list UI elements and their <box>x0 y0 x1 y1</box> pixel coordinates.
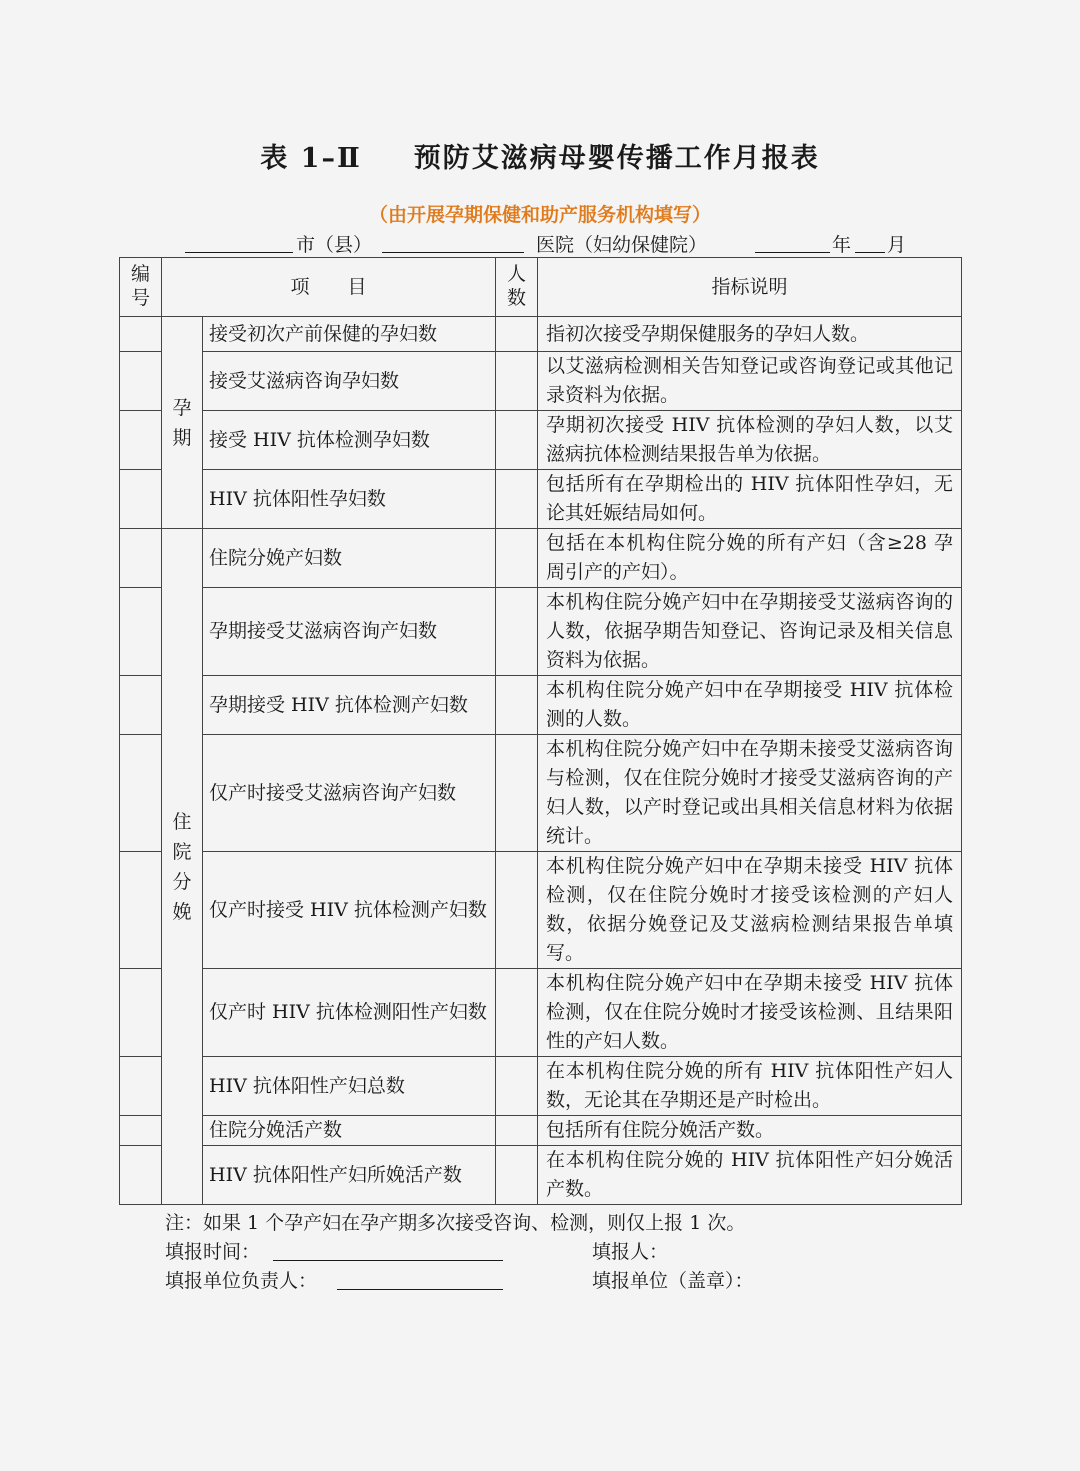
count-cell[interactable] <box>496 529 538 588</box>
header-item: 项 目 <box>162 258 496 317</box>
item-cell: HIV 抗体阳性产妇所娩活产数 <box>203 1146 496 1205</box>
count-cell[interactable] <box>496 1116 538 1146</box>
count-cell[interactable] <box>496 588 538 676</box>
fill-time-blank[interactable] <box>273 1238 503 1261</box>
item-cell: 住院分娩活产数 <box>203 1116 496 1146</box>
desc-cell: 本机构住院分娩产妇中在孕期未接受 HIV 抗体检测，仅在住院分娩时才接受该检测、且结果阳性的产妇人数。 <box>538 969 962 1057</box>
footnote: 注：如果 1 个孕产妇在孕产期多次接受咨询、检测，则仅上报 1 次。 <box>165 1212 746 1234</box>
unit-head-blank[interactable] <box>337 1267 503 1290</box>
desc-cell: 包括所有在孕期检出的 HIV 抗体阳性孕妇，无论其妊娠结局如何。 <box>538 470 962 529</box>
count-cell[interactable] <box>496 676 538 735</box>
title-text: 预防艾滋病母婴传播工作月报表 <box>413 143 820 174</box>
desc-cell: 包括在本机构住院分娩的所有产妇（含≥28 孕周引产的产妇）。 <box>538 529 962 588</box>
table-row <box>120 735 962 852</box>
desc-cell: 本机构住院分娩产妇中在孕期未接受 HIV 抗体检测，仅在住院分娩时才接受该检测的产妇人数，依据分娩登记及艾滋病检测结果报告单填写。 <box>538 852 962 969</box>
hospital-blank[interactable] <box>382 230 524 253</box>
item-cell: HIV 抗体阳性孕妇数 <box>203 470 496 529</box>
table-row <box>120 529 962 588</box>
desc-cell: 在本机构住院分娩的所有 HIV 抗体阳性产妇人数，无论其在孕期还是产时检出。 <box>538 1057 962 1116</box>
desc-cell: 指初次接受孕期保健服务的孕妇人数。 <box>538 317 962 352</box>
subtitle: （由开展孕期保健和助产服务机构填写） <box>368 204 711 226</box>
month-blank[interactable] <box>855 230 885 253</box>
page-title <box>0 136 1080 175</box>
unit-seal-label: 填报单位（盖章）： <box>592 1270 754 1292</box>
item-cell: 接受艾滋病咨询孕妇数 <box>203 352 496 411</box>
item-cell: 接受 HIV 抗体检测孕妇数 <box>203 411 496 470</box>
header-desc: 指标说明 <box>538 258 962 317</box>
hospital-label: 医院（妇幼保健院） <box>536 234 708 256</box>
table-row <box>120 588 962 676</box>
count-cell[interactable] <box>496 852 538 969</box>
item-cell: 孕期接受艾滋病咨询产妇数 <box>203 588 496 676</box>
desc-cell: 包括所有住院分娩活产数。 <box>538 1116 962 1146</box>
index-cell[interactable] <box>120 411 162 470</box>
item-cell: 孕期接受 HIV 抗体检测产妇数 <box>203 676 496 735</box>
index-cell[interactable] <box>120 676 162 735</box>
desc-cell: 孕期初次接受 HIV 抗体检测的孕妇人数，以艾滋病抗体检测结果报告单为依据。 <box>538 411 962 470</box>
table-row <box>120 470 962 529</box>
index-cell[interactable] <box>120 1116 162 1146</box>
index-cell[interactable] <box>120 852 162 969</box>
table-row <box>120 411 962 470</box>
item-cell: 仅产时 HIV 抗体检测阳性产妇数 <box>203 969 496 1057</box>
count-cell[interactable] <box>496 1057 538 1116</box>
desc-cell: 在本机构住院分娩的 HIV 抗体阳性产妇分娩活产数。 <box>538 1146 962 1205</box>
table-row <box>120 1146 962 1205</box>
item-cell: 仅产时接受 HIV 抗体检测产妇数 <box>203 852 496 969</box>
table-row <box>120 1116 962 1146</box>
count-cell[interactable] <box>496 470 538 529</box>
table-header-row <box>120 258 962 317</box>
fill-time-label: 填报时间： <box>165 1241 261 1263</box>
item-cell: HIV 抗体阳性产妇总数 <box>203 1057 496 1116</box>
item-cell: 接受初次产前保健的孕妇数 <box>203 317 496 352</box>
year-label: 年 <box>832 234 852 256</box>
count-cell[interactable] <box>496 969 538 1057</box>
header-index: 编号 <box>120 258 162 317</box>
index-cell[interactable] <box>120 735 162 852</box>
year-blank[interactable] <box>755 230 830 253</box>
table-row <box>120 852 962 969</box>
item-cell: 仅产时接受艾滋病咨询产妇数 <box>203 735 496 852</box>
month-label: 月 <box>887 234 907 256</box>
table-row <box>120 969 962 1057</box>
category-delivery: 住院分娩 <box>162 529 203 1205</box>
desc-cell: 本机构住院分娩产妇中在孕期未接受艾滋病咨询与检测，仅在住院分娩时才接受艾滋病咨询的产妇人数，以产时登记或出具相关信息材料为依据统计。 <box>538 735 962 852</box>
desc-cell: 以艾滋病检测相关告知登记或咨询登记或其他记录资料为依据。 <box>538 352 962 411</box>
index-cell[interactable] <box>120 470 162 529</box>
count-cell[interactable] <box>496 352 538 411</box>
desc-cell: 本机构住院分娩产妇中在孕期接受 HIV 抗体检测的人数。 <box>538 676 962 735</box>
index-cell[interactable] <box>120 529 162 588</box>
index-cell[interactable] <box>120 352 162 411</box>
table-code: 表 1–Ⅱ <box>260 143 362 174</box>
count-cell[interactable] <box>496 1146 538 1205</box>
index-cell[interactable] <box>120 317 162 352</box>
filler-label: 填报人： <box>592 1241 669 1263</box>
desc-cell: 本机构住院分娩产妇中在孕期接受艾滋病咨询的人数，依据孕期告知登记、咨询记录及相关信息资料为依据。 <box>538 588 962 676</box>
index-cell[interactable] <box>120 969 162 1057</box>
count-cell[interactable] <box>496 735 538 852</box>
count-cell[interactable] <box>496 411 538 470</box>
category-pregnancy: 孕期 <box>162 317 203 529</box>
index-cell[interactable] <box>120 1057 162 1116</box>
index-cell[interactable] <box>120 1146 162 1205</box>
header-count: 人数 <box>496 258 538 317</box>
city-blank[interactable] <box>185 230 293 253</box>
table-row <box>120 352 962 411</box>
city-label: 市（县） <box>296 234 373 256</box>
table-row <box>120 1057 962 1116</box>
item-cell: 住院分娩产妇数 <box>203 529 496 588</box>
index-cell[interactable] <box>120 588 162 676</box>
count-cell[interactable] <box>496 317 538 352</box>
unit-head-label: 填报单位负责人： <box>165 1270 318 1292</box>
fill-in-row <box>0 230 1080 258</box>
table-row <box>120 676 962 735</box>
table-row <box>120 317 962 352</box>
report-table <box>119 257 962 1205</box>
